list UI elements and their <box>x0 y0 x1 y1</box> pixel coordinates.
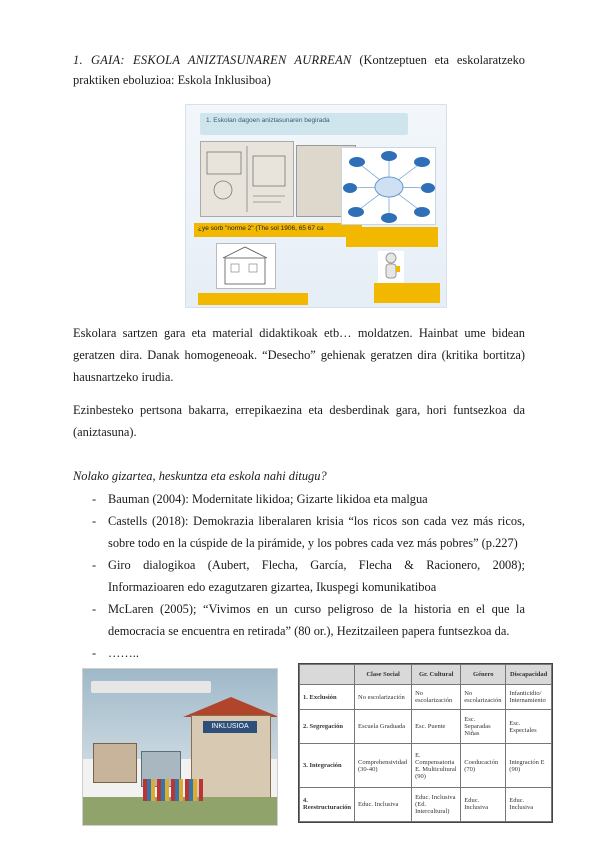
book-sketch-icon <box>201 142 293 216</box>
caption-yellow-4 <box>374 283 440 303</box>
table-header-cell: Clase Social <box>355 665 412 685</box>
table-cell: Coeducación (70) <box>461 744 506 787</box>
table-header-cell: Género <box>461 665 506 685</box>
list-dash: - <box>92 492 97 506</box>
table-cell: Educ. Inclusiva <box>461 787 506 821</box>
table-cell: Comprehensividad (30-40) <box>355 744 412 787</box>
table-cell: No escolarización <box>412 685 461 710</box>
list-dash: - <box>92 558 97 572</box>
table-header-cell: Gr. Cultural <box>412 665 461 685</box>
question-heading: Nolako gizartea, heskuntza eta eskola nahi ditugu? <box>73 469 327 483</box>
table-row <box>300 744 552 787</box>
reference-list <box>92 488 525 664</box>
section-heading <box>73 50 525 90</box>
evolution-table <box>298 663 553 823</box>
paragraph-1: Eskolara sartzen gara eta material didaktikoak etb… moldatzen. Hainbat ume bidean geratzen dira. Danak homogeneoak. “Desecho” gehienak geratzen dira (kritika bortitza) hausnartzeko irudia. <box>73 326 525 384</box>
table-cell: Integración E (90) <box>506 744 552 787</box>
slide-image-diversity <box>185 104 447 308</box>
table-row-head: 1. Exclusión <box>300 685 355 710</box>
list-dash: - <box>92 602 97 616</box>
table-cell: Esc. Separadas Niñas <box>461 710 506 744</box>
building-sketch <box>216 243 276 289</box>
table-header-cell <box>300 665 355 685</box>
caption-1-text: ¿ye sorb "norme 2" (The sol 1906, 65 67 ca <box>198 225 324 232</box>
slide-banner <box>200 113 408 135</box>
table-header-row <box>300 665 552 685</box>
slide-banner-text: 1. Eskolan dagoen aniztasunaren begirada <box>206 117 330 124</box>
table-cell: No escolarización <box>355 685 412 710</box>
table-row <box>300 710 552 744</box>
table-cell: Esc. Especiales <box>506 710 552 744</box>
book-photo <box>200 141 294 217</box>
mind-map-icon <box>342 148 437 226</box>
table-cell: Educ. Inclusiva (Ed. Intercultural) <box>412 787 461 821</box>
caption-yellow-3 <box>198 293 308 305</box>
list-item-text: Bauman (2004): Modernitate likidoa; Gizarte likidoa eta malgua <box>108 492 428 506</box>
table-cell: No escolarización <box>461 685 506 710</box>
crowd-of-people <box>143 779 203 801</box>
caption-yellow-1 <box>194 223 362 237</box>
table-row <box>300 787 552 821</box>
building-icon <box>217 244 275 288</box>
table-cell: Educ. Inclusiva <box>506 787 552 821</box>
list-dash: - <box>92 514 97 528</box>
heading-lead: 1. GAIA: ESKOLA ANIZTASUNAREN AURREAN <box>73 53 352 67</box>
slide2-title-bar <box>91 681 211 693</box>
evolution-table-grid <box>299 664 552 822</box>
table-cell: Esc. Puente <box>412 710 461 744</box>
table-cell: E. Compensatoria E. Multicultural (90) <box>412 744 461 787</box>
list-item-text: Castells (2018): Demokrazia liberalaren krisia “los ricos son cada vez más ricos, sobre todo en la cúspide de la pirámide, y los pobres cada vez más pobres” (p.227) <box>108 514 525 550</box>
table-cell: Infanticidio/ Internamiento <box>506 685 552 710</box>
slide-image-inclusion <box>82 668 278 826</box>
list-item <box>92 642 525 664</box>
list-item <box>92 488 525 510</box>
table-row-head: 2. Segregación <box>300 710 355 744</box>
school-sign: INKLUSIOA <box>203 721 257 733</box>
heading-rest: (Kontzeptuen eta eskolaratzeko praktiken eboluzioa: Eskola Inklusiboa) <box>73 53 525 87</box>
table-row <box>300 685 552 710</box>
old-school-building <box>93 743 137 783</box>
list-item <box>92 510 525 554</box>
table-cell: Educ. Inclusiva <box>355 787 412 821</box>
paragraph-2: Ezinbesteko pertsona bakarra, errepikaezina eta desberdinak gara, hori funtsezkoa da (aniztasuna). <box>73 403 525 439</box>
figure-3d-person <box>378 251 404 285</box>
school-roof <box>183 697 278 717</box>
caption-yellow-2 <box>346 227 438 247</box>
list-item <box>92 598 525 642</box>
list-item-text: Giro dialogikoa (Aubert, Flecha, García, Flecha & Racionero, 2008); Informazioaren edo ezagutzaren gizartea, Ikuspegi komunikatiboa <box>108 558 525 594</box>
list-dash: - <box>92 646 97 660</box>
table-row-head: 3. Integración <box>300 744 355 787</box>
table-header-cell: Discapacidad <box>506 665 552 685</box>
list-item-text: …….. <box>108 646 139 660</box>
table-row-head: 4. Reestructuración <box>300 787 355 821</box>
mind-map <box>341 147 436 225</box>
list-item <box>92 554 525 598</box>
table-cell: Escuela Graduada <box>355 710 412 744</box>
person-icon <box>378 251 404 285</box>
ground <box>83 797 277 826</box>
list-item-text: McLaren (2005); “Vivimos en un curso peligroso de la historia en el que la democracia se encuentra en retirada” (80 or.), Hezitzaileen papera funtsezkoa da. <box>108 602 525 638</box>
